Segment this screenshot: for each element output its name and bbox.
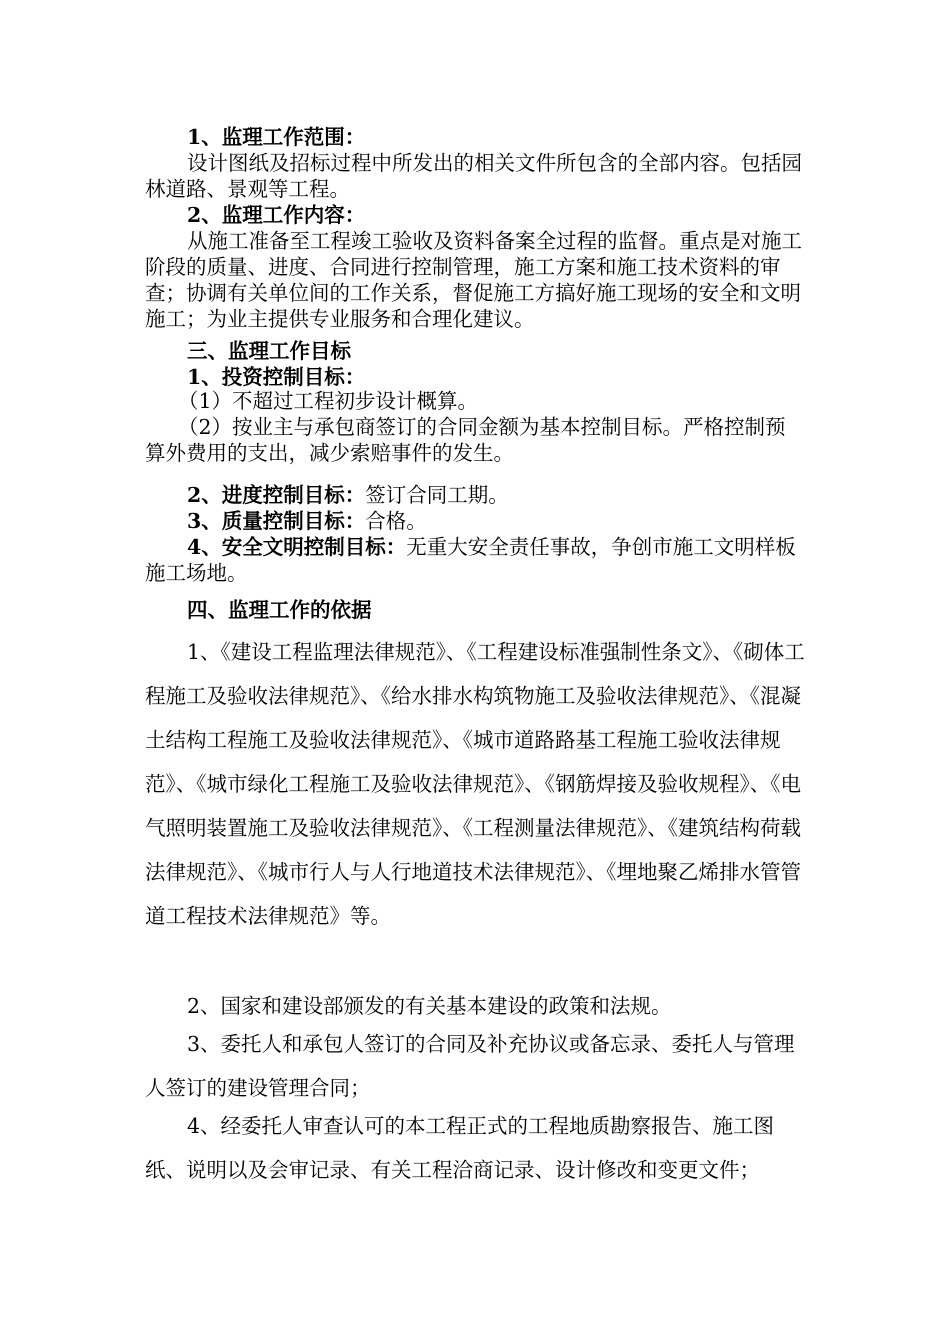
basis-item-2: 2、国家和建设部颁发的有关基本建设的政策和法规。 xyxy=(187,994,672,1018)
schedule-label: 2、进度控制目标： xyxy=(187,483,366,507)
section4-title: 四、监理工作的依据 xyxy=(187,598,372,622)
scope-heading: 1、监理工作范围： xyxy=(187,125,366,149)
quality-goal xyxy=(145,508,805,534)
invest-item-1: （1）不超过工程初步设计概算。 xyxy=(178,389,479,413)
schedule-goal xyxy=(145,482,805,508)
safety-label: 4、安全文明控制目标： xyxy=(187,535,407,559)
content-body: 从施工准备至工程竣工验收及资料备案全过程的监督。重点是对施工阶段的质量、进度、合同进行控制管理，施工方案和施工技术资料的审查；协调有关单位间的工作关系，督促施工方搞好施工现场的安全和文明施工；为业主提供专业服务和合理化建议。 xyxy=(145,229,802,331)
quality-value: 合格。 xyxy=(365,509,427,533)
safety-value: 无重大安全责任事故，争创市施工文明样板施工场地。 xyxy=(145,535,796,585)
scope-body: 设计图纸及招标过程中所发出的相关文件所包含的全部内容。包括园林道路、景观等工程。 xyxy=(145,151,802,201)
section3-title: 三、监理工作目标 xyxy=(187,339,351,363)
basis-item-3: 3、委托人和承包人签订的合同及补充协议或备忘录、委托人与管理人签订的建设管理合同； xyxy=(145,1032,795,1100)
basis-item-4: 4、经委托人审查认可的本工程正式的工程地质勘察报告、施工图纸、说明以及会审记录、有关工程洽商记录、设计修改和变更文件； xyxy=(145,1114,775,1182)
quality-label: 3、质量控制目标： xyxy=(187,509,366,533)
schedule-value: 签订合同工期。 xyxy=(365,483,509,507)
content-heading: 2、监理工作内容： xyxy=(187,203,366,227)
basis-item-1: 1、《建设工程监理法律规范》、《工程建设标准强制性条文》、《砌体工程施工及验收法律规范》、《给水排水构筑物施工及验收法律规范》、《混凝土结构工程施工及验收法律规范》、《城市道路路基工程施工验收法律规范》、《城市绿化工程施工及验收法律规范》、《钢筋焊接及验收规程》、《电气照明装置施工及验收法律规范》、《工程测量法律规范》、《建筑结构荷载法律规范》、《城市行人与人行地道技术法律规范》、《埋地聚乙烯排水管管道工程技术法律规范》等。 xyxy=(145,640,805,928)
invest-item-2: （2）按业主与承包商签订的合同金额为基本控制目标。严格控制预算外费用的支出，减少索赔事件的发生。 xyxy=(145,415,786,465)
invest-heading: 1、投资控制目标： xyxy=(187,365,366,389)
safety-goal xyxy=(145,534,805,586)
